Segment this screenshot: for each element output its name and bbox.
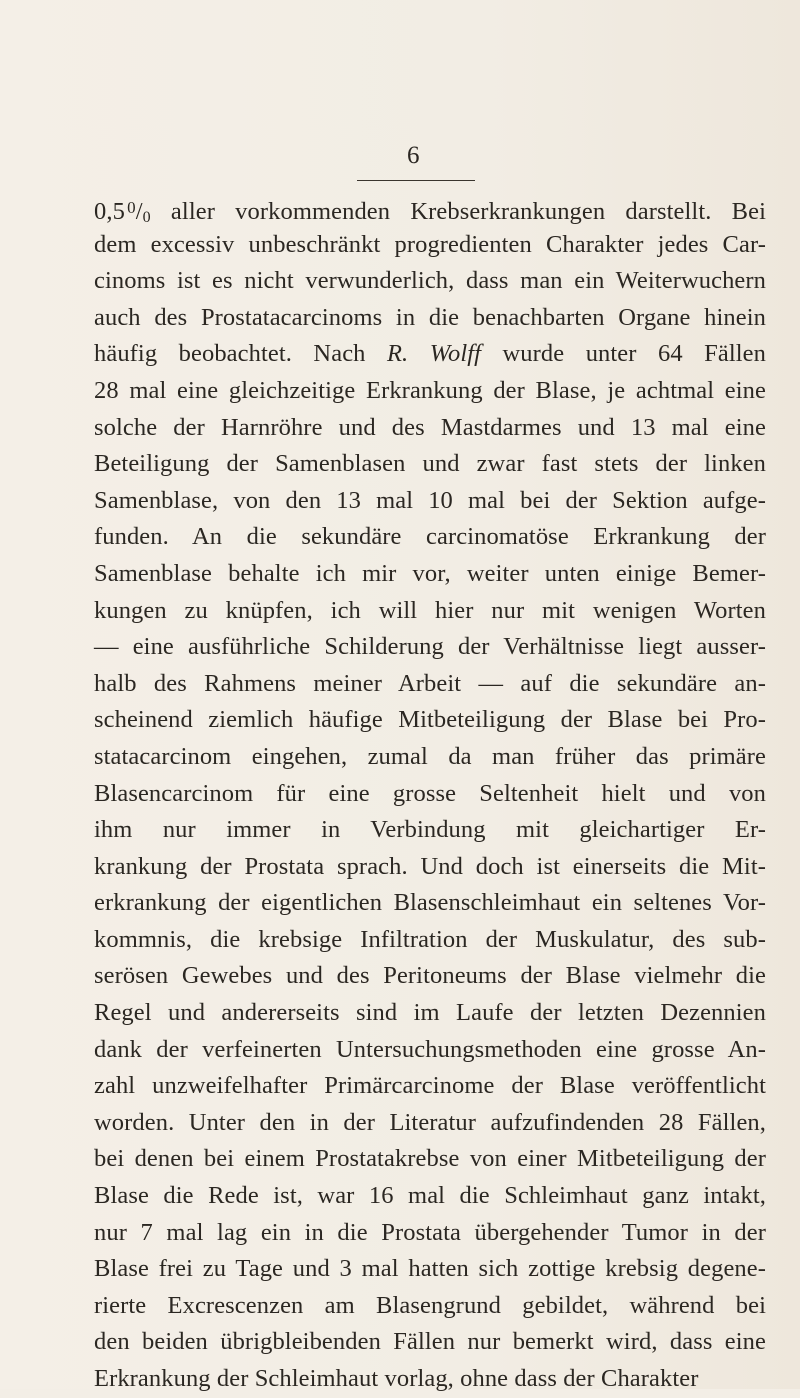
text-line: serösen Gewebes und des Peritoneums der Blase vielmehr die xyxy=(94,962,766,990)
text-line-5-before: häufig beobachtet. Nach xyxy=(94,340,387,368)
text-line: rierte Excrescenzen am Blasengrund gebildet, während bei xyxy=(94,1291,766,1319)
text-line: kommnis, die krebsige Infiltration der Muskulatur, des sub- xyxy=(94,925,766,953)
text-line: auch des Prostatacarcinoms in die benachbarten Organe hinein xyxy=(94,303,766,331)
text-line: Regel und andererseits sind im Laufe der letzten Dezennien xyxy=(94,999,766,1027)
text-line: Beteiligung der Samenblasen und zwar fast stets der linken xyxy=(94,450,766,478)
text-line: erkrankung der eigentlichen Blasenschleimhaut ein seltenes Vor- xyxy=(94,889,766,917)
text-line: bei denen bei einem Prostatakrebse von einer Mitbeteiligung der xyxy=(94,1145,766,1173)
text-line: solche der Harnröhre und des Mastdarmes und 13 mal eine xyxy=(94,413,766,441)
per-mille-denominator: 0 xyxy=(142,209,151,226)
text-line: dem excessiv unbeschränkt progredienten Charakter jedes Car- xyxy=(94,230,766,258)
text-line: krankung der Prostata sprach. Und doch ist einerseits die Mit- xyxy=(94,852,766,880)
text-line: ihm nur immer in Verbindung mit gleichartiger Er- xyxy=(94,816,766,844)
text-line-last: Erkrankung der Schleimhaut vorlag, ohne dass der Charakter xyxy=(94,1365,699,1392)
percentage-value: 0,5 xyxy=(94,198,125,225)
text-line: worden. Unter den in der Literatur aufzufindenden 28 Fällen, xyxy=(94,1108,766,1136)
text-line: nur 7 mal lag ein in die Prostata übergehender Tumor in der xyxy=(94,1218,766,1246)
per-mille-numerator: 0 xyxy=(127,198,136,217)
text-line-1-rest: aller vorkommenden Krebserkrankungen darstellt. Bei xyxy=(150,198,766,225)
text-line: Samenblase behalte ich mir vor, weiter unten einige Bemer- xyxy=(94,559,766,587)
text-line: Samenblase, von den 13 mal 10 mal bei der Sektion aufge- xyxy=(94,486,766,514)
text-line: funden. An die sekundäre carcinomatöse Erkrankung der xyxy=(94,523,766,551)
text-line-5 xyxy=(94,336,766,373)
text-line: cinoms ist es nicht verwunderlich, dass man ein Weiterwuchern xyxy=(94,267,766,295)
text-line: Blasencarcinom für eine grosse Seltenheit hielt und von xyxy=(94,779,766,807)
text-line: 28 mal eine gleichzeitige Erkrankung der Blase, je achtmal eine xyxy=(94,376,766,404)
text-line: — eine ausführliche Schilderung der Verhältnisse liegt ausser- xyxy=(94,633,766,661)
text-line: Blase frei zu Tage und 3 mal hatten sich zottige krebsig degene- xyxy=(94,1255,766,1283)
text-line-5-after: wurde unter 64 Fällen xyxy=(481,340,766,368)
text-line: zahl unzweifelhafter Primärcarcinome der Blase veröffentlicht xyxy=(94,1072,766,1100)
text-line-1 xyxy=(94,190,766,227)
page-number-rule xyxy=(357,180,475,181)
author-name: R. Wolff xyxy=(386,340,482,368)
per-mille-slash: / xyxy=(135,198,143,225)
body-paragraph xyxy=(94,190,766,1398)
text-line: kungen zu knüpfen, ich will hier nur mit wenigen Worten xyxy=(94,596,766,624)
text-line: statacarcinom eingehen, zumal da man früher das primäre xyxy=(94,742,766,770)
text-line: halb des Rahmens meiner Arbeit — auf die sekundäre an- xyxy=(94,669,766,697)
text-line: scheinend ziemlich häufige Mitbeteiligung der Blase bei Pro- xyxy=(94,706,766,734)
text-line: dank der verfeinerten Untersuchungsmethoden eine grosse An- xyxy=(94,1035,766,1063)
text-line: Blase die Rede ist, war 16 mal die Schleimhaut ganz intakt, xyxy=(94,1182,766,1210)
page-number: 6 xyxy=(407,142,420,169)
text-line: den beiden übrigbleibenden Fällen nur bemerkt wird, dass eine xyxy=(94,1328,766,1356)
